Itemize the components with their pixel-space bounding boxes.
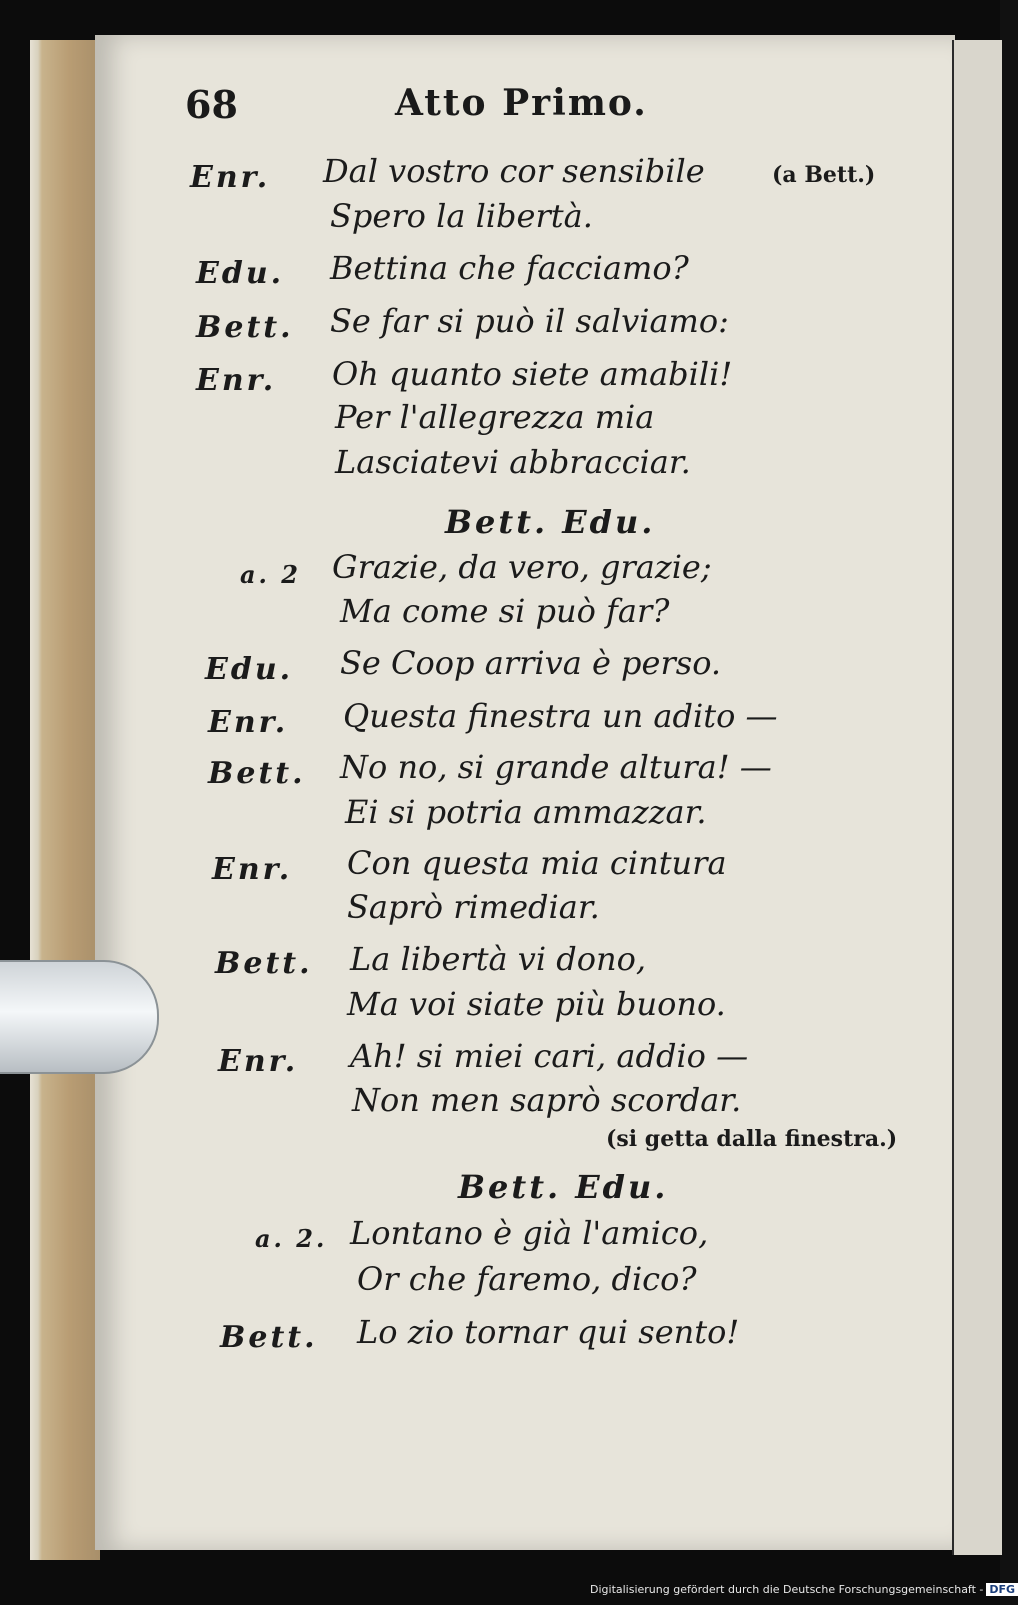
verse-line: Non men saprò scordar. [352,1081,742,1119]
speaker-label: Enr. [196,363,277,398]
speaker-label: Bett. [196,310,294,345]
running-title: Atto Primo. [395,82,648,124]
verse-line: Dal vostro cor sensibile [323,152,705,190]
verse-line: Bettina che facciamo? [330,249,689,287]
page-number: 68 [185,82,238,127]
speaker-label: Enr. [190,160,271,195]
digitization-credit [590,1583,1016,1603]
speaker-label: Bett. [215,946,313,981]
verse-line: Ma come si può far? [340,592,670,630]
stage-direction: (a Bett.) [772,162,876,188]
verse-line: Oh quanto siete amabili! [332,355,733,393]
speaker-label: a. 2 [240,560,301,589]
verse-line: Saprò rimediar. [347,888,600,926]
verse-line: Grazie, da vero, grazie; [332,548,712,586]
speaker-label: Edu. [196,256,285,291]
verse-line: Con questa mia cintura [347,844,727,882]
speaker-label: a. 2. [255,1224,328,1253]
verse-line: Ma voi siate più buono. [347,985,726,1023]
verse-line: Questa finestra un adito — [343,697,778,735]
speaker-label: Edu. [205,652,294,687]
speaker-label: Enr. [212,852,293,887]
credit-text: Digitalisierung gefördert durch die Deutsche Forschungsgemeinschaft - [590,1583,984,1596]
speaker-label: Enr. [218,1044,299,1079]
ensemble-heading: Bett. Edu. [458,1168,669,1206]
verse-line: Ah! si miei cari, addio — [350,1037,749,1075]
verse-line: Per l'allegrezza mia [335,398,655,436]
verse-line: La libertà vi dono, [350,940,647,978]
verse-line: Se far si può il salviamo: [330,302,729,340]
dfg-logo-badge: DFG [986,1583,1018,1596]
speaker-label: Bett. [208,756,306,791]
verse-line: Lasciatevi abbracciar. [335,443,691,481]
stage-direction: (si getta dalla finestra.) [606,1126,898,1152]
verse-line: No no, si grande altura! — [340,748,772,786]
verse-line: Lontano è già l'amico, [350,1214,709,1252]
speaker-label: Enr. [208,705,289,740]
verse-line: Spero la libertà. [330,197,593,235]
verse-line: Se Coop arriva è perso. [340,644,722,682]
verse-line: Or che faremo, dico? [357,1260,697,1298]
speaker-label: Bett. [220,1320,318,1355]
verse-line: Ei si potria ammazzar. [345,793,707,831]
verse-line: Lo zio tornar qui sento! [357,1313,740,1351]
ensemble-heading: Bett. Edu. [445,503,656,541]
